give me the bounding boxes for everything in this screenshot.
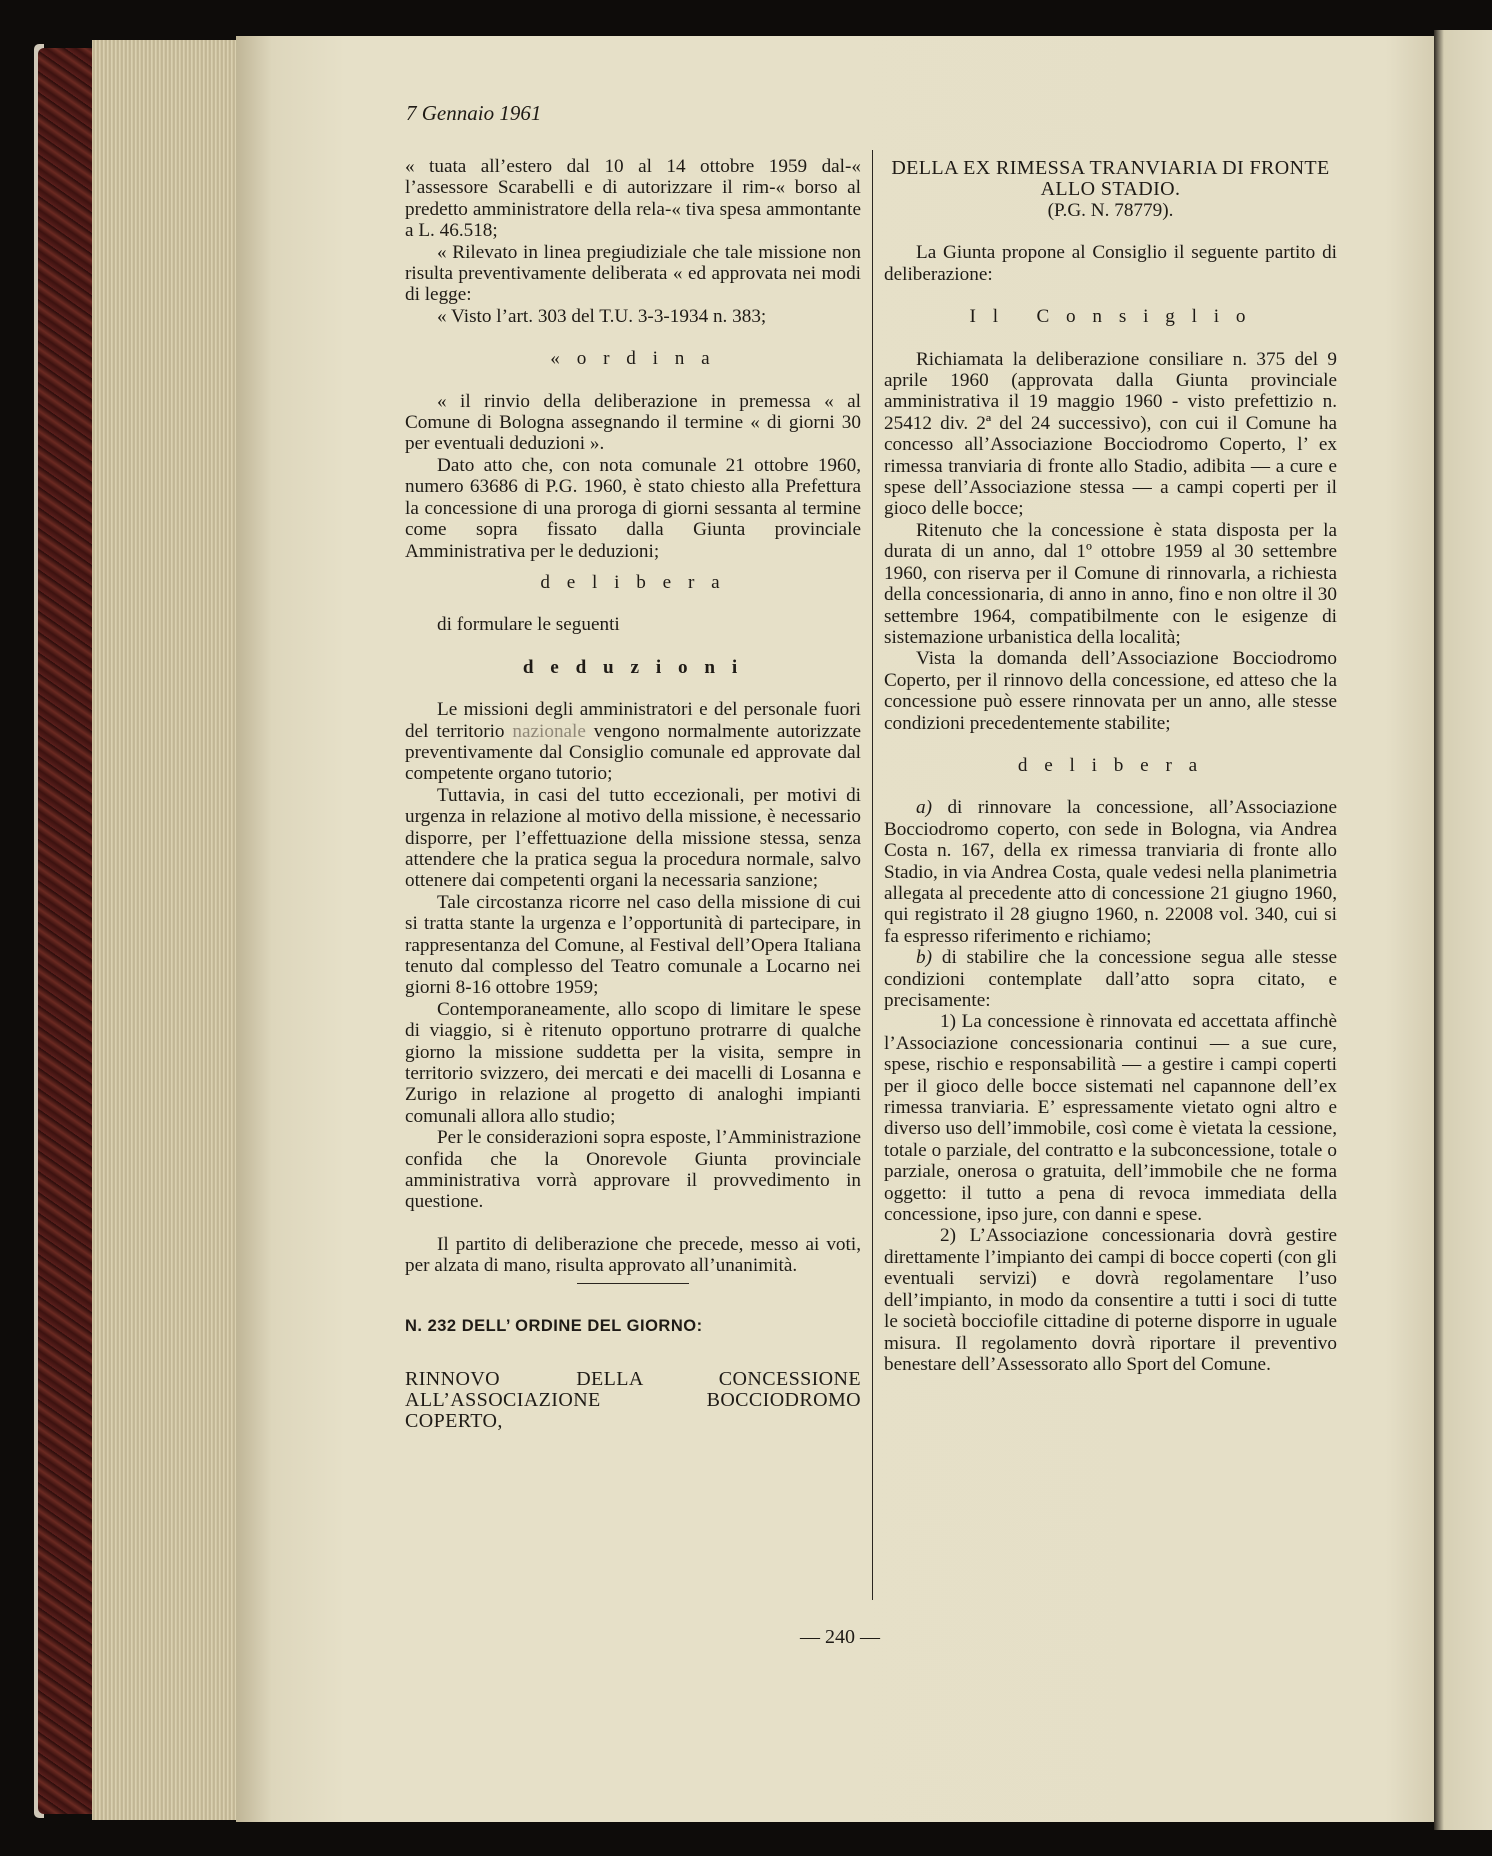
paragraph: Contemporaneamente, allo scopo di limitare le spese di viaggio, si è ritenuto opportuno protrarre di qualche giorno la missione suddetta per la visita, sempre in territorio svizzero, dei mercati e dei macelli di Losanna e Zurigo in relazione al progetto di analoghi impianti comunali allora allo studio;: [405, 998, 861, 1127]
agenda-item-heading: N. 232 DELL’ ORDINE DEL GIORNO:: [405, 1316, 703, 1335]
heading-ordina: « o r d i n a: [550, 348, 716, 370]
paragraph: Tuttavia, in casi del tutto eccezionali, per motivi di urgenza in relazione al motivo della missione, è necessario disporre, per l’effettuazione della missione stessa, senza attendere che la pratica segua la procedura normale, salvo ottenere dai competenti organi la necessaria sanzione;: [405, 784, 861, 892]
page-number: — 240 —: [800, 1626, 880, 1648]
left-column: [405, 156, 861, 1432]
facing-page-edge: [1434, 30, 1492, 1830]
text-run: Le missioni degli amministratori e del personale fuori del territorio: [405, 699, 861, 742]
paragraph: [884, 797, 1337, 947]
paragraph: 1) La concessione è rinnovata ed accettata affinchè l’Associazione concessionaria continui — a sue cure, spese, rischio e responsabilità — a gestire i campi coperti per il gioco delle bocce sistemati nel capannone dell’ex rimessa tranviaria. E’ espressamente vietato ogni altro e diverso uso dell’immobile, così come è vietata la cessione, totale o parziale, del contratto e la subconcessione, totale o parziale, onerosa o gratuita, dell’immobile che ne forma oggetto: il tutto a pena di revoca immediata della concessione, ipso jure, con danni e spese.: [884, 1011, 1337, 1226]
text-run: di stabilire che la concessione segua alle stesse condizioni contemplate dall’atto sopra citato, e precisamente:: [884, 947, 1337, 1011]
paragraph: Vista la domanda dell’Associazione Bocciodromo Coperto, per il rinnovo della concessione, ed atteso che la concessione può essere rinnovata per un anno, alle stesse condizioni precedentemente stabilite;: [884, 648, 1337, 734]
faded-text-run: nazionale: [512, 720, 586, 742]
paragraph: Ritenuto che la concessione è stata disposta per la durata di un anno, dal 1º ottobre 1959 al 30 settembre 1960, con riserva per il Comune di rinnovarla, a richiesta della concessionaria, di anno in anno, fino e non oltre il 30 settembre 1964, compatibilmente con le esigenze di sistemazione urbanistica della località;: [884, 519, 1337, 648]
heading-deduzioni: d e d u z i o n i: [522, 656, 744, 678]
paragraph: [405, 699, 861, 785]
paragraph: « il rinvio della deliberazione in premessa « al Comune di Bologna assegnando il termine « di giorni 30 per eventuali deduzioni ».: [405, 390, 861, 455]
protocol-number: (P.G. N. 78779).: [1047, 200, 1174, 221]
heading-consiglio: I l C o n s i g l i o: [969, 306, 1252, 328]
agenda-item-title-continued: DELLA EX RIMESSA TRANVIARIA DI FRONTE ALLO STADIO.: [891, 157, 1330, 200]
item-label: a): [916, 797, 932, 819]
paragraph: Richiamata la deliberazione consiliare n. 375 del 9 aprile 1960 (approvata dalla Giunta provinciale amministrativa il 19 maggio 1960 - visto prefettizio n. 25412 div. 2ª del 24 successivo), con cui il Comune ha concesso all’Associazione Bocciodromo Coperto, l’ ex rimessa tranviaria di fronte allo Stadio, adibita — a cure e spese dell’Associazione stessa — a campi coperti per il gioco delle bocce;: [884, 348, 1337, 520]
paragraph: Tale circostanza ricorre nel caso della missione di cui si tratta stante la urgenza e l’opportunità di partecipare, in rappresentanza del Comune, al Festival dell’Opera Italiana tenuto dal complesso del Teatro comunale a Locarno nei giorni 8-16 ottobre 1959;: [405, 891, 861, 999]
item-label: b): [916, 947, 932, 969]
text-run: vengono normalmente autorizzate preventivamente dal Consiglio comunale ed approvate dal competente organo tutorio;: [405, 720, 861, 785]
paragraph: 2) L’Associazione concessionaria dovrà gestire direttamente l’impianto dei campi di bocce coperti (con gli eventuali servizi) e dovrà regolamentare l’uso dell’impianto, in modo da consentire a tutti i soci di tutte le società bocciofile cittadine di poterne disporre in uguale misura. Il regolamento dovrà riportare il preventivo benestare dell’Assessorato allo Sport del Comune.: [884, 1225, 1337, 1375]
page-header-date: 7 Gennaio 1961: [406, 101, 542, 125]
paragraph: [884, 947, 1337, 1011]
paragraph: Per le considerazioni sopra esposte, l’Amministrazione confida che la Onorevole Giunta provinciale amministrativa vorrà approvare il provvedimento in questione.: [405, 1127, 861, 1213]
paragraph: « Visto l’art. 303 del T.U. 3-3-1934 n. 383;: [437, 305, 767, 327]
column-divider: [872, 150, 873, 1600]
paragraph: Il partito di deliberazione che precede, messo ai voti, per alzata di mano, risulta approvato all’unanimità.: [405, 1233, 861, 1277]
page-edges: [92, 40, 242, 1820]
text-run: di rinnovare la concessione, all’Associazione Bocciodromo coperto, con sede in Bologna, via Andrea Costa n. 167, della ex rimessa tranviaria di fronte allo Stadio, in via Andrea Costa, quale vedesi nella planimetria allegata al precedente atto di concessione 21 giugno 1960, qui registrato il 28 giugno 1960, n. 22008 vol. 340, cui si fa espresso riferimento e richiamo;: [884, 797, 1337, 947]
right-column: [884, 158, 1337, 1375]
paragraph: di formulare le seguenti: [437, 614, 620, 636]
paragraph: « tuata all’estero dal 10 al 14 ottobre 1959 dal-« l’assessore Scarabelli e di autorizzare il rim-« borso al predetto amministratore della rela-« tiva spesa ammontante a L. 46.518;: [405, 156, 861, 242]
agenda-item-title: RINNOVO DELLA CONCESSIONE ALL’ASSOCIAZIONE BOCCIODROMO COPERTO,: [405, 1368, 861, 1433]
paragraph: « Rilevato in linea pregiudiziale che tale missione non risulta preventivamente deliberata « ed approvata nei modi di legge:: [405, 241, 861, 306]
book-cover: [38, 48, 100, 1814]
heading-delibera: d e l i b e r a: [1017, 754, 1204, 776]
heading-delibera: d e l i b e r a: [540, 571, 726, 593]
paragraph: Dato atto che, con nota comunale 21 ottobre 1960, numero 63686 di P.G. 1960, è stato chiesto alla Prefettura la concessione di una proroga di giorni sessanta al termine come sopra fissato dalla Giunta provinciale Amministrativa per le deduzioni;: [405, 454, 861, 562]
paragraph: La Giunta propone al Consiglio il seguente partito di deliberazione:: [884, 242, 1337, 285]
